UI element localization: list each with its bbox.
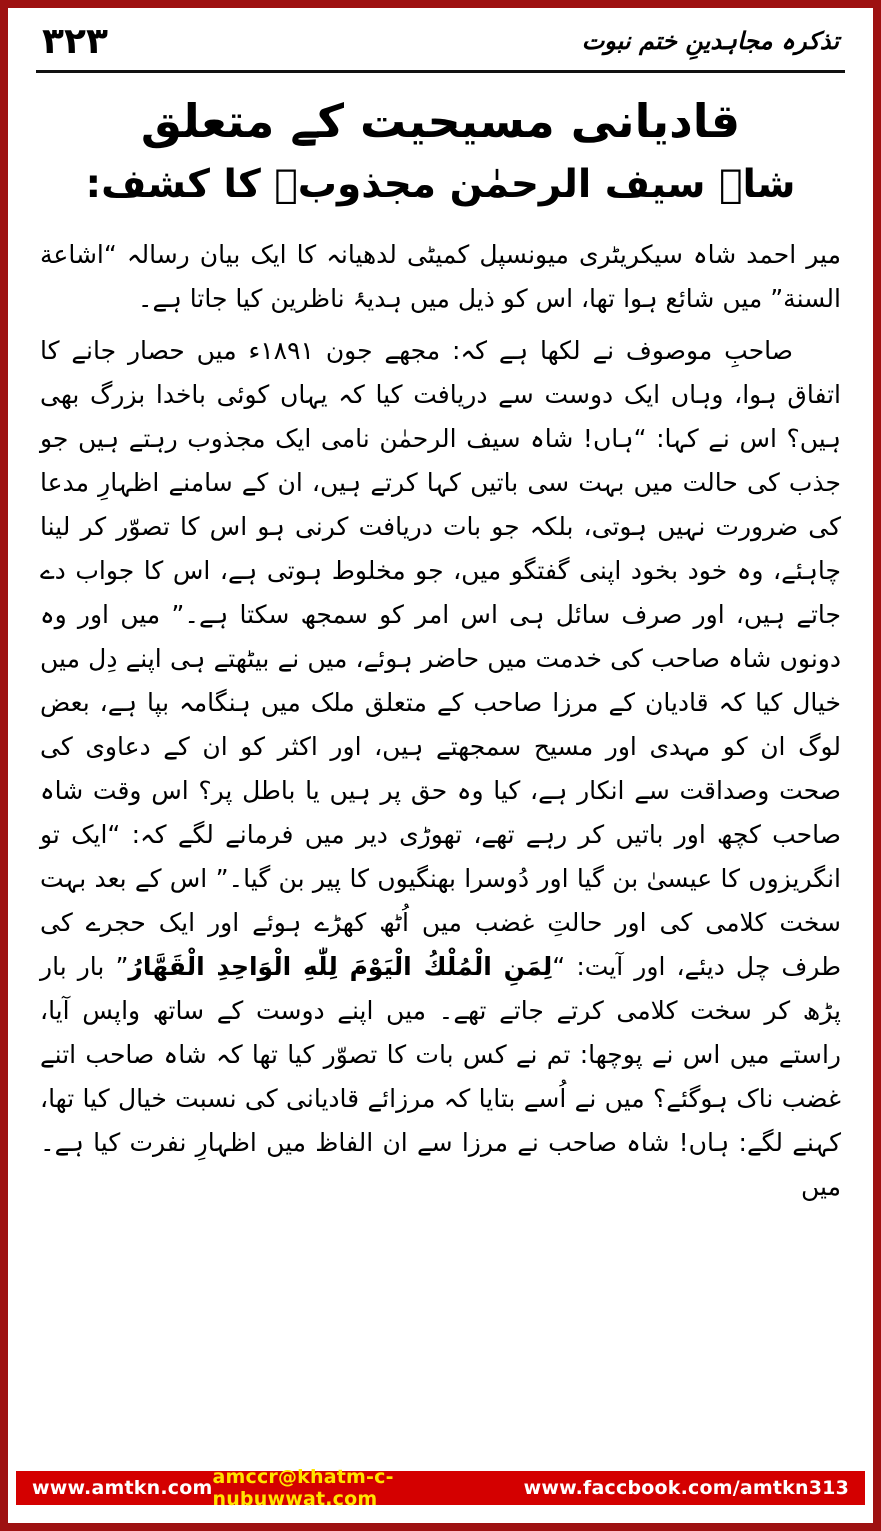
page-number: ۳۲۳	[42, 21, 108, 62]
email-link[interactable]: amccr@khatm-c-nubuwwat.com	[212, 1466, 394, 1510]
header-divider	[36, 70, 845, 73]
quran-verse: لِمَنِ الْمُلْكُ الْيَوْمَ لِلّٰهِ الْوَاحِدِ الْقَهَّارُ	[128, 951, 553, 981]
paragraph-2-text-before-verse: صاحبِ موصوف نے لکھا ہے کہ: مجھے جون ۱۸۹۱ء میں حصار جانے کا اتفاق ہوا، وہاں ایک دوست سے دریافت کیا کہ یہاں کوئی باخدا بزرگ بھی ہیں؟ اس نے کہا: “ہاں! شاہ سیف الرحمٰن نامی ایک مجذوب رہتے ہیں جو جذب کی حالت میں بہت سی باتیں کہا کرتے ہیں، ان کے سامنے اظہارِ مدعا کی ضرورت نہیں ہوتی، بلکہ جو بات دریافت کرنی ہو اس کا تصوّر کر لینا چاہئے، وہ خود بخود اپنی گفتگو میں، جو مخلوط ہوتی ہے، اس کا جواب دے جاتے ہیں، اور صرف سائل ہی اس امر کو سمجھ سکتا ہے۔” میں اور وہ دونوں شاہ صاحب کی خدمت میں حاضر ہوئے، میں نے بیٹھتے ہی اپنے دِل میں خیال کیا کہ قادیان کے مرزا صاحب کے متعلق ملک میں ہنگامہ بپا ہے، بعض لوگ ان کو مہدی اور مسیح سمجھتے ہیں، اور اکثر کو ان کے دعاوی کی صحت وصداقت سے انکار ہے، کیا وہ حق پر ہیں یا باطل پر؟ اس وقت شاہ صاحب کچھ اور باتیں کر رہے تھے، تھوڑی دیر میں فرمانے لگے کہ: “ایک تو انگریزوں کا عیسیٰ بن گیا اور دُوسرا بھنگیوں کا پیر بن گیا۔” اس کے بعد بہت سخت کلامی کی اور حالتِ غضب میں اُٹھ کھڑے ہوئے اور ایک حجرے کی طرف چل دیئے، اور آیت: “	[40, 335, 841, 981]
sub-heading: شاہ سیف الرحمٰن مجذوبؒ کا کشف:	[85, 162, 796, 208]
website-link[interactable]: www.amtkn.com	[32, 1477, 213, 1499]
book-title: تذکرہ مجاہدینِ ختم نبوت	[581, 27, 839, 56]
page-header	[34, 20, 847, 70]
paragraph-2-text-after-verse: ” بار بار پڑھ کر سخت کلامی کرتے جاتے تھے۔ میں اپنے دوست کے ساتھ واپس آیا، راستے میں اس نے پوچھا: تم نے کس بات کا تصوّر کیا تھا کہ شاہ صاحب اتنے غضب ناک ہوگئے؟ میں نے اُسے بتایا کہ مرزائے قادیانی کی نسبت خیال کیا تھا، کہنے لگے: ہاں! شاہ صاحب نے مرزا سے ان الفاظ میں اظہارِ نفرت کیا ہے۔ میں	[40, 951, 841, 1201]
paragraph-2	[40, 329, 841, 1209]
body-text	[34, 229, 847, 1523]
main-heading: قادیانی مسیحیت کے متعلق	[140, 93, 741, 148]
footer-bar	[16, 1466, 865, 1510]
paragraph-1: میر احمد شاہ سیکریٹری میونسپل کمیٹی لدھیانہ کا ایک بیان رسالہ “اشاعة السنة” میں شائع ہوا تھا، اس کو ذیل میں ہدیۂ ناظرین کیا جاتا ہے۔	[40, 239, 841, 313]
facebook-link[interactable]: www.faccbook.com/amtkn313	[523, 1477, 849, 1499]
